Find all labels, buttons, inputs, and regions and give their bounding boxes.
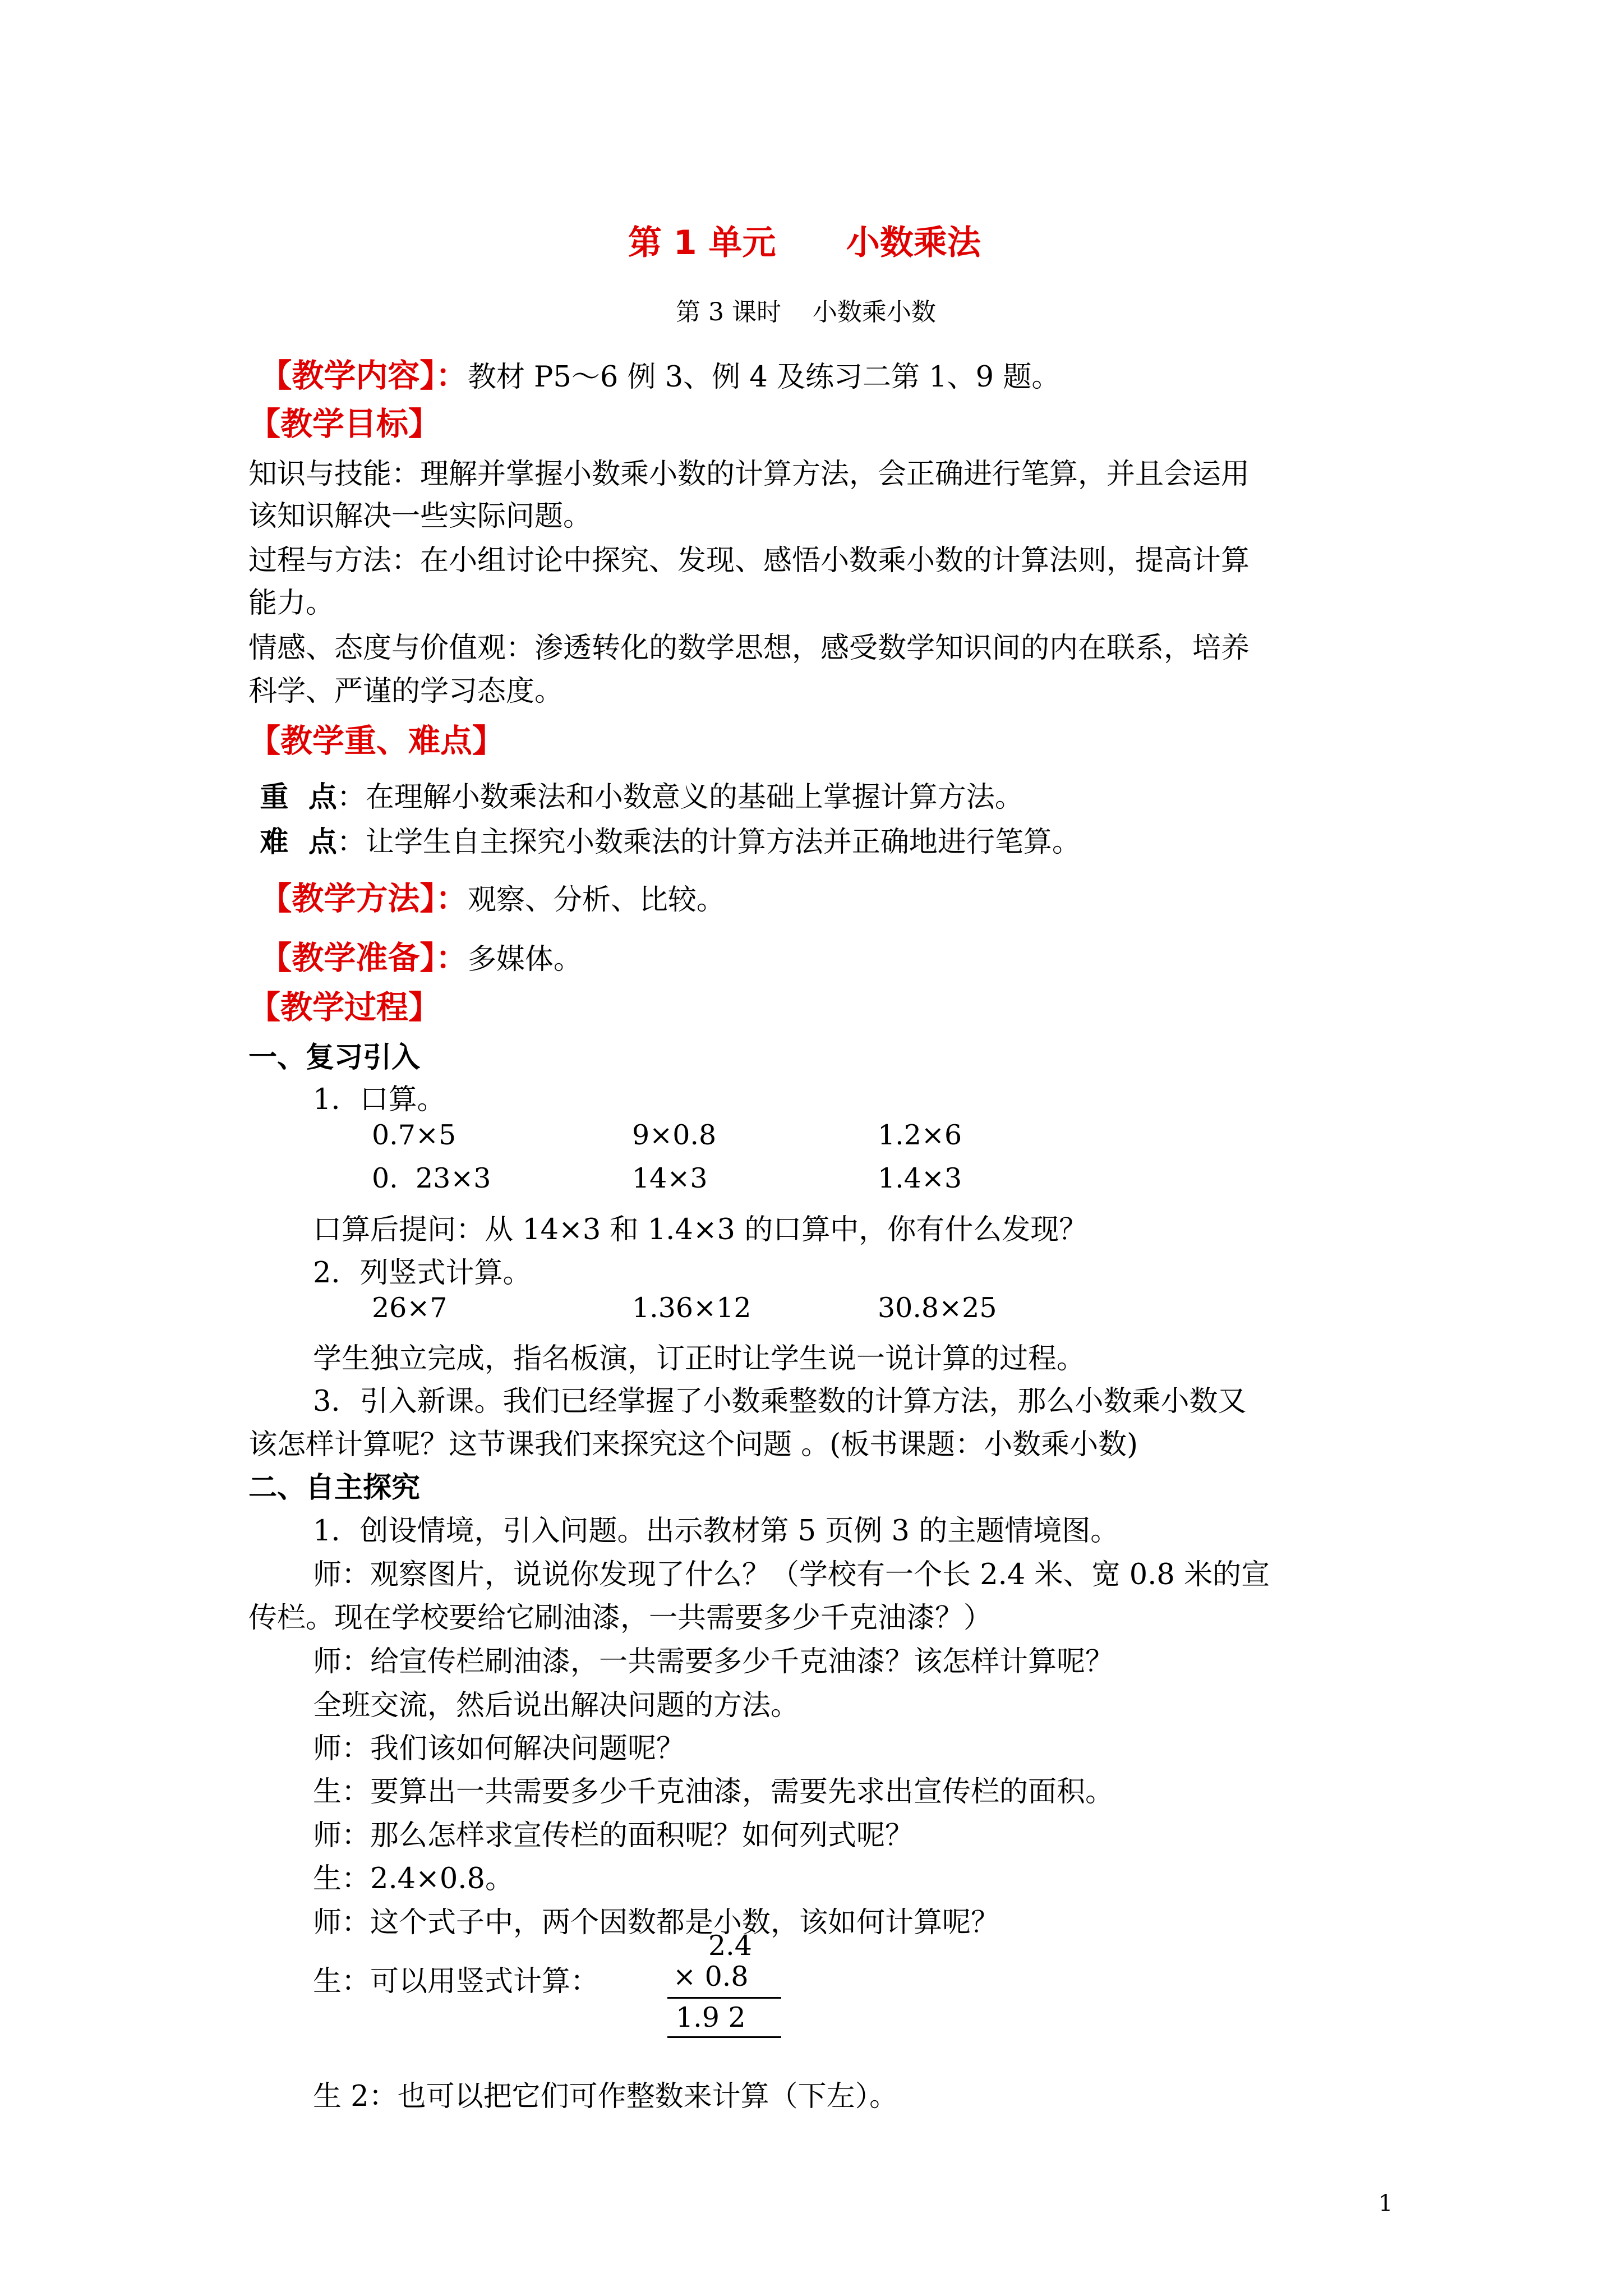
prep-row bbox=[248, 922, 582, 989]
difficult-point-text: ：让学生自主探究小数乘法的计算方法并正确地进行笔算。 bbox=[336, 826, 1081, 859]
prep-label: 【教学准备】： bbox=[260, 940, 468, 977]
paragraph: 师：这个式子中，两个因数都是小数，该如何计算呢？ bbox=[313, 1906, 1000, 1939]
vertical-calc-rule bbox=[667, 1997, 781, 1999]
goals-line: 能力。 bbox=[248, 587, 335, 620]
calc-item: 0. 23×3 bbox=[372, 1162, 491, 1194]
paragraph: 师：那么怎样求宣传栏的面积呢？如何列式呢？ bbox=[313, 1819, 914, 1852]
list-item: 1．口算。 bbox=[313, 1083, 446, 1116]
keypoints-label: 【教学重、难点】 bbox=[248, 723, 504, 760]
key-point-label: 重 点 bbox=[260, 781, 337, 814]
paragraph: 1．创设情境，引入问题。出示教材第 5 页例 3 的主题情境图。 bbox=[313, 1515, 1119, 1548]
vertical-calc-top: 2.4 bbox=[708, 1930, 752, 1962]
method-text: 观察、分析、比较。 bbox=[467, 884, 725, 917]
content-text: 教材 P5～6 例 3、例 4 及练习二第 1、9 题。 bbox=[467, 361, 1061, 394]
paragraph: 师：给宣传栏刷油漆，一共需要多少千克油漆？该怎样计算呢？ bbox=[313, 1645, 1114, 1678]
lesson-subtitle: 第 3 课时 小数乘小数 bbox=[676, 298, 936, 326]
difficult-point-label: 难 点 bbox=[260, 826, 337, 859]
section-heading: 二、自主探究 bbox=[248, 1471, 421, 1504]
calc-item: 1.4×3 bbox=[878, 1162, 962, 1194]
calc-item: 1.36×12 bbox=[632, 1292, 751, 1324]
page-title: 第 1 单元 小数乘法 bbox=[628, 223, 981, 263]
paragraph: 生：可以用竖式计算： bbox=[313, 1965, 600, 1998]
page-number: 1 bbox=[1378, 2191, 1393, 2216]
paragraph: 全班交流，然后说出解决问题的方法。 bbox=[313, 1689, 800, 1722]
process-label: 【教学过程】 bbox=[248, 989, 440, 1026]
method-label: 【教学方法】： bbox=[260, 880, 468, 917]
calc-item: 14×3 bbox=[632, 1162, 708, 1194]
vertical-calc-result: 1.9 2 bbox=[676, 2001, 746, 2033]
calc-item: 0.7×5 bbox=[372, 1119, 457, 1151]
vertical-calc-rule bbox=[667, 2036, 781, 2038]
paragraph: 3．引入新课。我们已经掌握了小数乘整数的计算方法，那么小数乘小数又 bbox=[313, 1385, 1247, 1418]
paragraph: 师：观察图片，说说你发现了什么？（学校有一个长 2.4 米、宽 0.8 米的宣 bbox=[313, 1558, 1270, 1591]
goals-line: 该知识解决一些实际问题。 bbox=[248, 500, 592, 533]
section-heading: 一、复习引入 bbox=[248, 1041, 421, 1074]
prep-text: 多媒体。 bbox=[467, 943, 582, 976]
vertical-calc-multiplier: × 0.8 bbox=[673, 1961, 749, 1993]
paragraph: 学生独立完成，指名板演，订正时让学生说一说计算的过程。 bbox=[313, 1342, 1086, 1375]
paragraph: 该怎样计算呢？这节课我们来探究这个问题 。(板书课题：小数乘小数) bbox=[248, 1428, 1138, 1461]
paragraph: 生：2.4×0.8。 bbox=[313, 1862, 514, 1895]
goals-line: 科学、严谨的学习态度。 bbox=[248, 675, 564, 708]
method-row bbox=[248, 862, 725, 930]
content-row bbox=[248, 339, 1060, 407]
paragraph: 生：要算出一共需要多少千克油漆，需要先求出宣传栏的面积。 bbox=[313, 1775, 1114, 1809]
key-point-text: ：在理解小数乘法和小数意义的基础上掌握计算方法。 bbox=[336, 781, 1023, 814]
calc-item: 30.8×25 bbox=[878, 1292, 997, 1324]
calc-item: 1.2×6 bbox=[878, 1119, 962, 1151]
paragraph: 传栏。现在学校要给它刷油漆，一共需要多少千克油漆？） bbox=[248, 1602, 993, 1635]
content-label: 【教学内容】： bbox=[260, 357, 468, 394]
difficult-point-row bbox=[248, 808, 1081, 871]
goals-line: 过程与方法：在小组讨论中探究、发现、感悟小数乘小数的计算法则，提高计算 bbox=[248, 544, 1250, 577]
goals-line: 知识与技能：理解并掌握小数乘小数的计算方法，会正确进行笔算，并且会运用 bbox=[248, 458, 1250, 491]
goals-label: 【教学目标】 bbox=[248, 406, 440, 443]
paragraph: 生 2：也可以把它们可作整数来计算（下左）。 bbox=[313, 2080, 898, 2113]
list-item: 2．列竖式计算。 bbox=[313, 1257, 532, 1290]
paragraph: 口算后提问：从 14×3 和 1.4×3 的口算中，你有什么发现？ bbox=[313, 1213, 1088, 1246]
calc-item: 26×7 bbox=[372, 1292, 448, 1324]
goals-line: 情感、态度与价值观：渗透转化的数学思想，感受数学知识间的内在联系，培养 bbox=[248, 632, 1250, 665]
paragraph: 师：我们该如何解决问题呢？ bbox=[313, 1732, 685, 1765]
calc-item: 9×0.8 bbox=[632, 1119, 717, 1151]
